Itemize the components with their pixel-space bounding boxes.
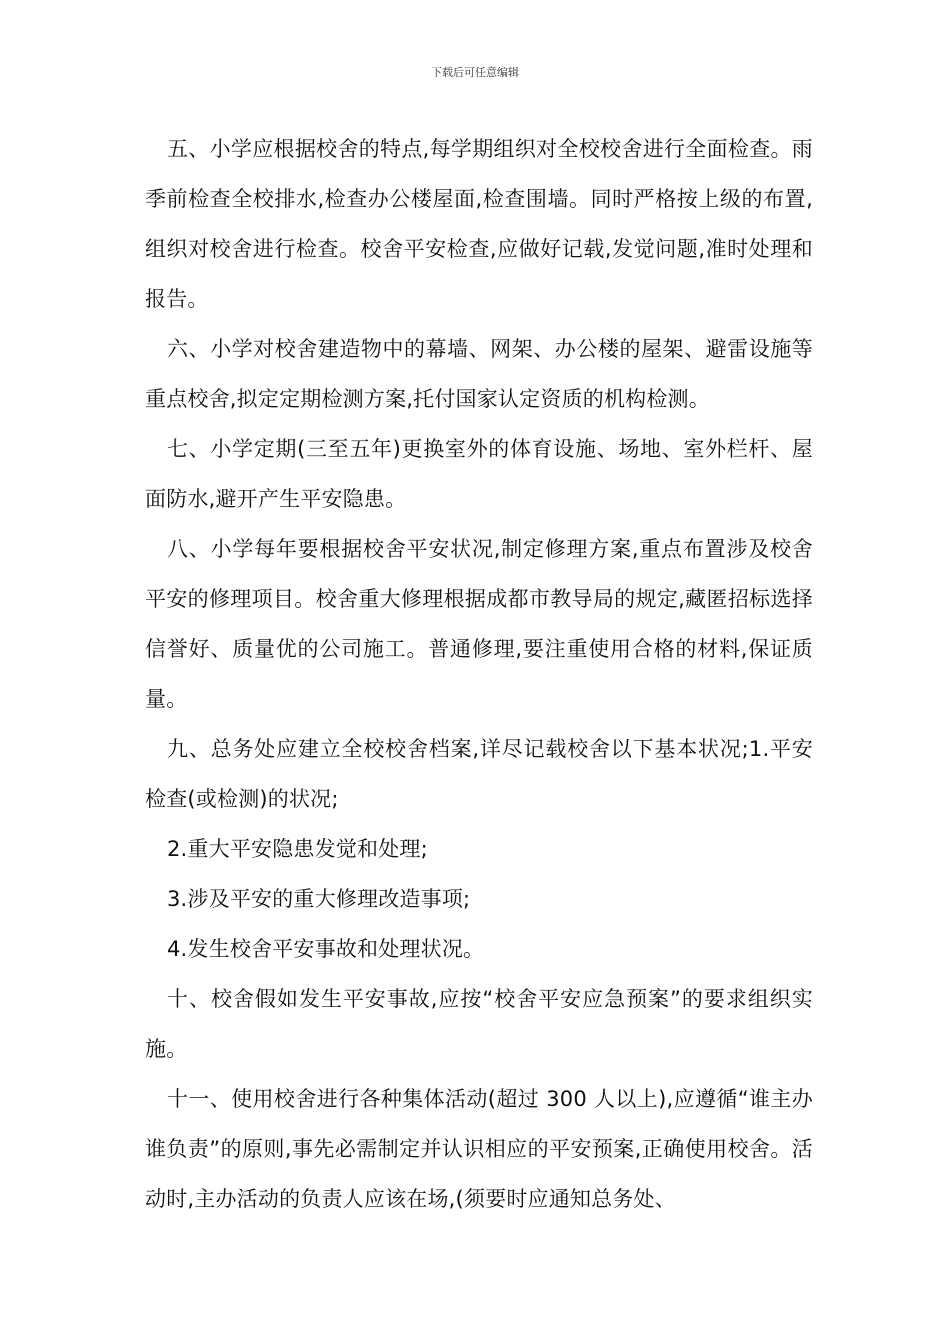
list-item-2: 2.重大平安隐患发觉和处理;	[167, 837, 428, 861]
paragraph-10: 十、校舍假如发生平安事故,应按“校舍平安应急预案”的要求组织实施。	[145, 987, 813, 1061]
paragraph-8: 八、小学每年要根据校舍平安状况,制定修理方案,重点布置涉及校舍平安的修理项目。校舍重大修理根据成都市教导局的规定,藏匿招标选择信誉好、质量优的公司施工。普通修理,要注重使用合格的材料,保证质量。	[145, 537, 813, 711]
list-item-4: 4.发生校舍平安事故和处理状况。	[167, 937, 485, 961]
paragraph-7: 七、小学定期(三至五年)更换室外的体育设施、场地、室外栏杆、屋面防水,避开产生平安隐患。	[145, 437, 813, 511]
list-item-3: 3.涉及平安的重大修理改造事项;	[167, 887, 471, 911]
paragraph-11: 十一、使用校舍进行各种集体活动(超过 300 人以上),应遵循“谁主办谁负责”的原则,事先必需制定并认识相应的平安预案,正确使用校舍。活动时,主办活动的负责人应该在场,(须要时应通知总务处、	[145, 1087, 813, 1211]
paragraph-9: 九、总务处应建立全校校舍档案,详尽记载校舍以下基本状况;1.平安检查(或检测)的状况;	[145, 737, 813, 811]
paragraph-6: 六、小学对校舍建造物中的幕墙、网架、办公楼的屋架、避雷设施等重点校舍,拟定定期检测方案,托付国家认定资质的机构检测。	[145, 337, 813, 411]
page-header: 下载后可任意编辑	[431, 66, 519, 79]
paragraph-5: 五、小学应根据校舍的特点,每学期组织对全校校舍进行全面检查。雨季前检查全校排水,检查办公楼屋面,检查围墙。同时严格按上级的布置,组织对校舍进行检查。校舍平安检查,应做好记载,发觉问题,准时处理和报告。	[145, 137, 813, 311]
document-body	[145, 124, 813, 1224]
